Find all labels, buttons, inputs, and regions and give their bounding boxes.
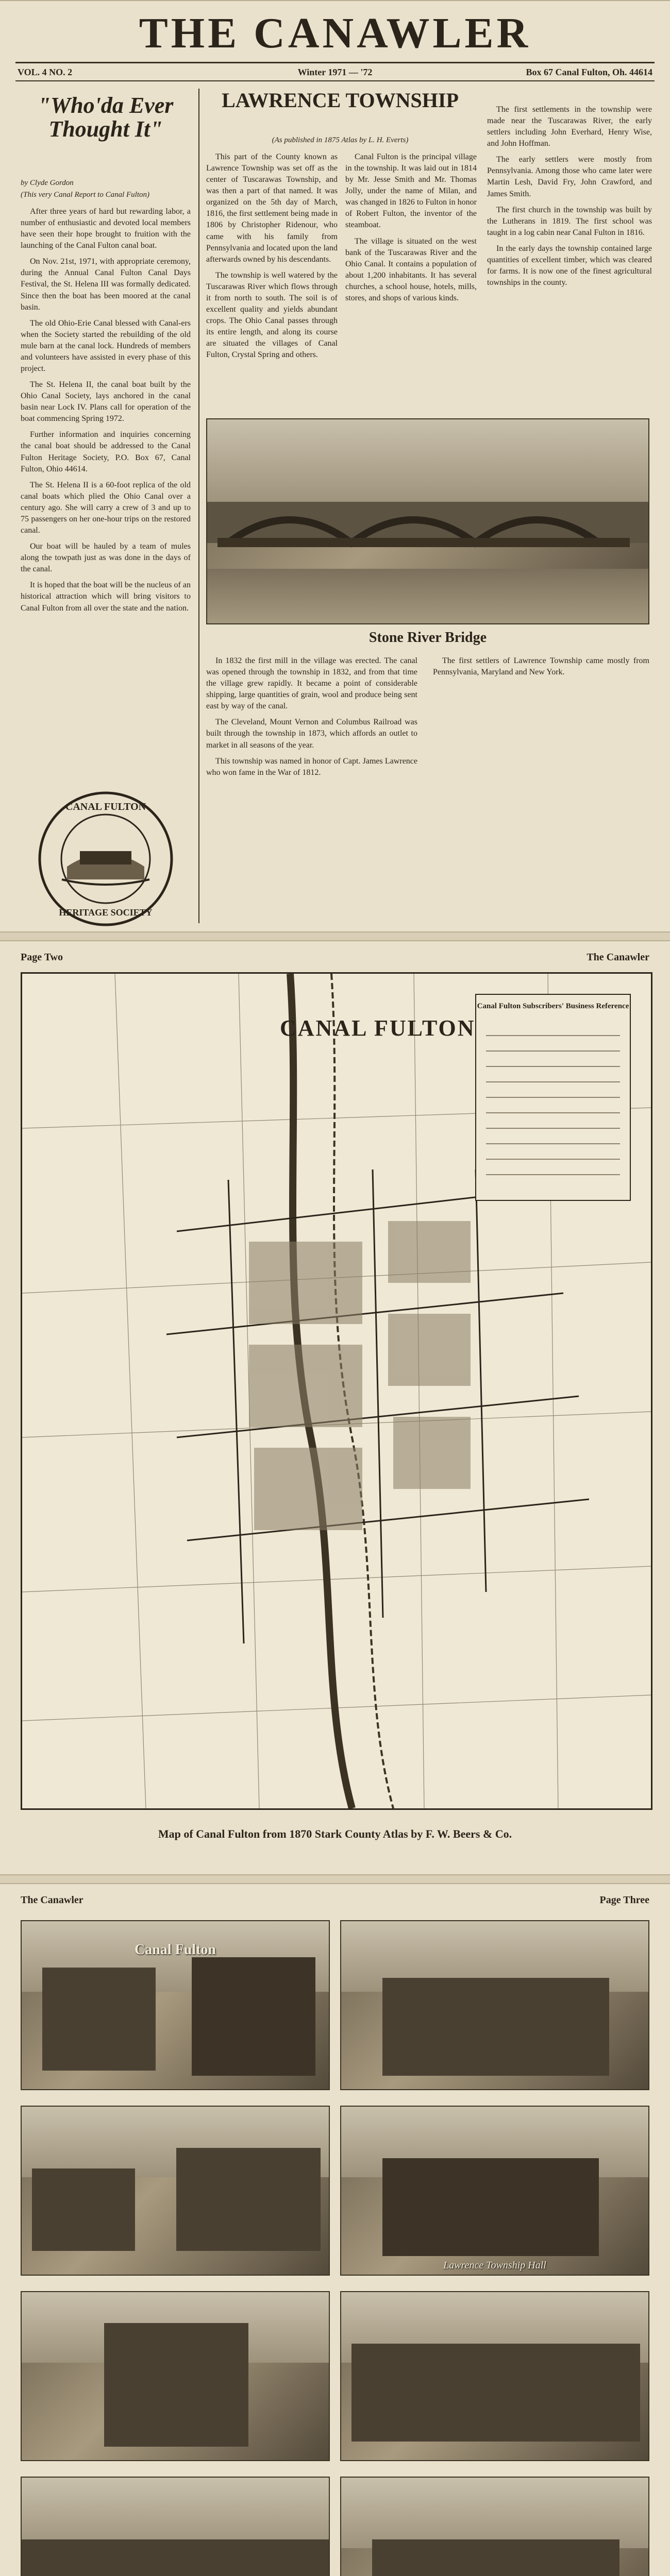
issue-date: Winter 1971 — '72 [297,67,373,77]
paragraph: In 1832 the first mill in the village was erected. The canal was opened through the township in 1832, and from that time the village grew rapidly. It became a point of considerable shipping, large quantities of grain, wool and produce being sent east by way of the canal. [206,656,417,711]
historic-photo-6 [340,2291,649,2461]
paragraph: The first settlements in the township were made near the Tuscarawas River, the early settlers including John Everhard, Henry Wise, and John Hoffman. [487,105,652,148]
lawrence-body-col1 [206,151,338,409]
paragraph: The township is well watered by the Tuscarawas River which flows through it from north to south. The soil is of excellent quality and yields abundant crops. The Ohio Canal passes through its entire length, and along its course are situated the villages of Canal Fulton, Crystal Spring and others. [206,270,338,360]
volume-number: VOL. 4 NO. 2 [18,67,73,77]
paragraph: The first church in the township was built by the Lutherans in 1819. The first school was taught in a log cabin near Canal Fulton in 1816. [487,205,652,237]
historic-photo-1 [21,1920,330,2090]
map-caption: Map of Canal Fulton from 1870 Stark County Atlas by F. W. Beers & Co. [158,1827,512,1840]
lawrence-body-col4 [206,655,417,923]
paragraph: Canal Fulton is the principal village in the township. It was laid out in 1814 by Mr. Jesse Smith and Mr. Thomas Jolly, under the name of Milan, and was changed in 1826 to Fulton in honor of Robert Fulton, the inventor of the steamboat. [345,152,477,230]
lawrence-body-col3 [487,104,652,408]
paragraph: In the early days the township contained large quantities of excellent timber, which was cleared for farms. It is now one of the finest agricultural townships in the county. [487,244,652,287]
paragraph: After three years of hard but rewarding labor, a number of enthusiastic and devoted local members have seen their hope brought to fruition with the launching of the Canal Fulton canal boat. [21,207,191,250]
page-number-left: Page Two [21,952,63,963]
page-two [0,940,670,1875]
paragraph: The early settlers were mostly from Pennsylvania. Among those who came later were Martin Lesh, David Fry, John Crawford, and James Smith. [487,155,652,198]
paragraph: On Nov. 21st, 1971, with appropriate ceremony, during the Annual Canal Fulton Canal Days Festival, the St. Helena III was formally dedicated. Since then the boat has been moored at the canal basin. [21,257,191,312]
paragraph: The old Ohio-Erie Canal blessed with Canal-ers when the Society started the rebuilding of the old mule barn at the canal lock. Hundreds of members and volunteers have assisted in every phase of this project. [21,318,191,374]
paragraph: Further information and inquiries concerning the canal boat should be addressed to the Canal Fulton Heritage Society, P.O. Box 67, Canal Fulton, Ohio 44614. [21,430,191,473]
bridge-caption: Stone River Bridge [368,630,487,646]
paragraph: The village is situated on the west bank of the Tuscarawas River and the Ohio Canal. It contains a population of about 1,200 inhabitants. It has several churches, a school house, hotels, mills, stores, and shops of various kinds. [345,236,477,302]
paragraph: The St. Helena II, the canal boat built by the Ohio Canal Society, lays anchored in the canal basin near Lock IV. Plans call for operation of the boat commencing Spring 1972. [21,380,191,423]
lawrence-headline: LAWRENCE TOWNSHIP [222,89,459,112]
paragraph: It is hoped that the boat will be the nucleus of an historical attraction which will bring visitors to Canal Fulton from all over the state and the nation. [21,581,191,613]
paragraph: The St. Helena II is a 60-foot replica of the old canal boats which plied the Ohio Canal over a century ago. She will carry a crew of 3 and up to 75 passengers on her one-hour trips on the restored canal. [21,480,191,535]
masthead-title: THE CANAWLER [139,9,531,57]
historic-photo-7 [21,2477,330,2576]
paragraph: The first settlers of Lawrence Township came mostly from Pennsylvania, Maryland and New York. [433,656,649,677]
feature-subhead: (This very Canal Report to Canal Fulton) [21,191,149,199]
historic-photo-3 [21,2106,330,2276]
historic-photo-2 [340,1920,649,2090]
stone-river-bridge-photo [206,418,649,624]
feature-byline: by Clyde Gordon [21,179,74,187]
running-head-right: The Canawler [587,952,649,963]
feature-headline: "Who'da Ever Thought It" [38,93,174,142]
lawrence-body-col5 [433,655,649,923]
feature-body [21,206,191,819]
photo-caption: Canal Fulton [135,1942,216,1958]
paragraph: This township was named in honor of Capt. James Lawrence who won fame in the War of 1812. [206,756,417,777]
mailing-address: Box 67 Canal Fulton, Oh. 44614 [526,67,652,77]
paragraph: This part of the County known as Lawrence Township was set off as the center of Tuscarawas Township, and was then a part of that named. It was organized on the 5th day of March, 1816, the first settlement being made in 1806 by Christopher Ridenour, who came with his family from Pennsylvania and located upon the land afterwards owned by his descendants. [206,152,338,264]
historic-photo-8 [340,2477,649,2576]
svg-text:HERITAGE SOCIETY: HERITAGE SOCIETY [59,907,153,918]
historic-photo-4 [340,2106,649,2276]
paragraph: The Cleveland, Mount Vernon and Columbus Railroad was built through the township in 1873, which affords an outlet to market in all seasons of the year. [206,718,417,750]
map-title: CANAL FULTON [280,1015,476,1041]
page-three [0,1883,670,2576]
lawrence-body-col2 [345,151,477,409]
historic-photo-5 [21,2291,330,2461]
paragraph: Our boat will be hauled by a team of mules along the towpath just as was done in the days of the canal. [21,542,191,574]
photo-caption: Lawrence Township Hall [443,2260,546,2271]
svg-text:CANAL FULTON: CANAL FULTON [65,801,146,812]
heritage-society-seal [36,789,175,928]
page-one [0,0,670,933]
canal-fulton-map [21,972,652,1810]
map-reference-title: Canal Fulton Subscribers' Business Reference [477,1002,629,1010]
running-head-left: The Canawler [21,1894,83,1906]
page-number-right: Page Three [599,1894,649,1906]
lawrence-subhead: (As published in 1875 Atlas by L. H. Everts) [272,136,409,144]
